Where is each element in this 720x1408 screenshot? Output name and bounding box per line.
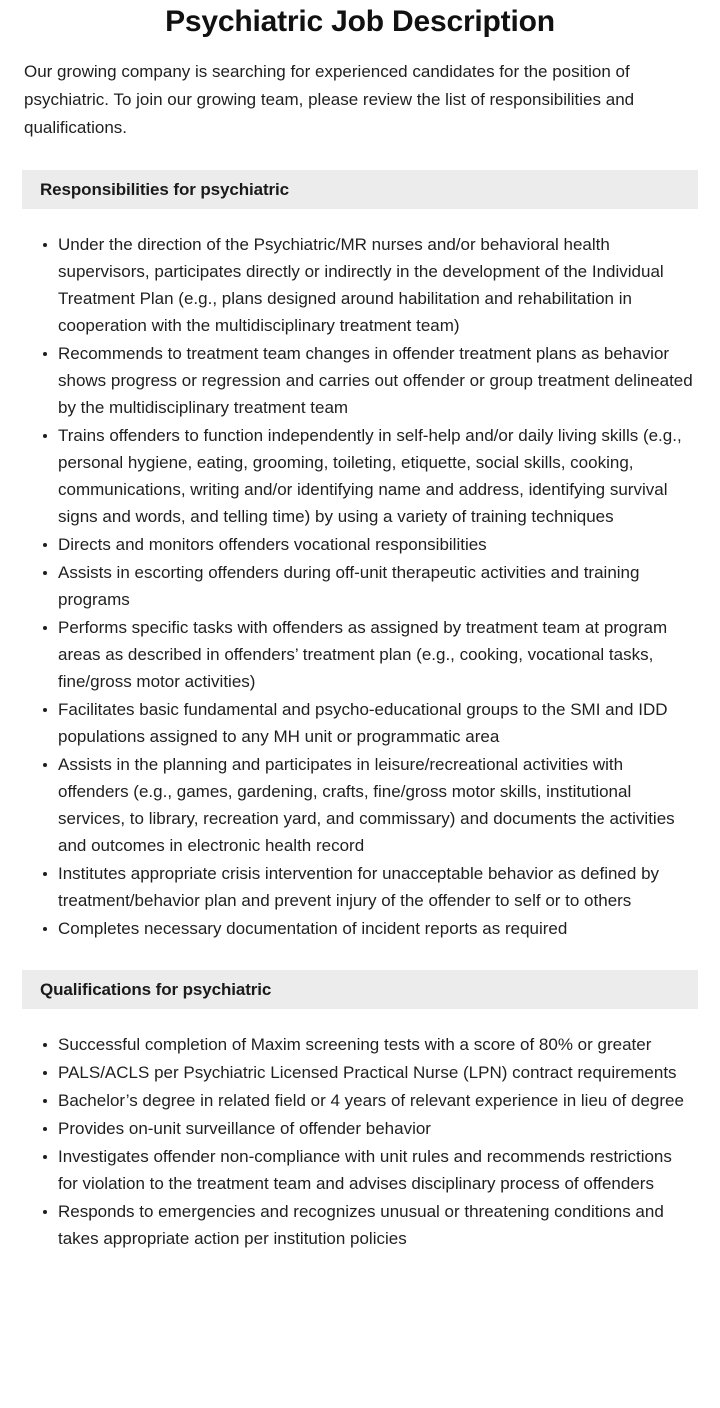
list-item: Under the direction of the Psychiatric/MR nurses and/or behavioral health supervisors, participates directly or indirectly in the development of the Individual Treatment Plan (e.g., plans designed around habilitation and rehabilitation in cooperation with the multidisciplinary treatment team): [22, 231, 698, 339]
list-item: Investigates offender non-compliance with unit rules and recommends restrictions for violation to the treatment team and advises disciplinary process of offenders: [22, 1143, 698, 1197]
section-qualifications: [22, 970, 698, 1252]
list-item: Trains offenders to function independently in self-help and/or daily living skills (e.g., personal hygiene, eating, grooming, toileting, etiquette, social skills, cooking, communications, writing and/or identifying name and address, identifying survival signs and words, and telling time) by using a variety of training techniques: [22, 422, 698, 530]
list-item: Directs and monitors offenders vocational responsibilities: [22, 531, 698, 558]
responsibilities-list: [22, 231, 698, 942]
list-item: Bachelor’s degree in related field or 4 years of relevant experience in lieu of degree: [22, 1087, 698, 1114]
section-header-qualifications: [22, 970, 698, 1009]
section-responsibilities: [22, 170, 698, 942]
section-heading-label: Responsibilities for psychiatric: [40, 179, 290, 199]
list-item: Successful completion of Maxim screening tests with a score of 80% or greater: [22, 1031, 698, 1058]
list-item: Responds to emergencies and recognizes unusual or threatening conditions and takes appropriate action per institution policies: [22, 1198, 698, 1252]
list-item: Assists in escorting offenders during off-unit therapeutic activities and training programs: [22, 559, 698, 613]
list-item: Provides on-unit surveillance of offender behavior: [22, 1115, 698, 1142]
section-heading-label: Qualifications for psychiatric: [40, 979, 272, 999]
intro-paragraph: Our growing company is searching for experienced candidates for the position of psychiatric. To join our growing team, please review the list of responsibilities and qualifications.: [24, 62, 635, 137]
list-item: PALS/ACLS per Psychiatric Licensed Practical Nurse (LPN) contract requirements: [22, 1059, 698, 1086]
list-item: Assists in the planning and participates in leisure/recreational activities with offenders (e.g., games, gardening, crafts, fine/gross motor skills, institutional services, to library, recreation yard, and commissary) and documents the activities and outcomes in electronic health record: [22, 751, 698, 859]
list-item: Completes necessary documentation of incident reports as required: [22, 915, 698, 942]
list-item: Recommends to treatment team changes in offender treatment plans as behavior shows progress or regression and carries out offender or group treatment delineated by the multidisciplinary treatment team: [22, 340, 698, 421]
list-item: Institutes appropriate crisis intervention for unacceptable behavior as defined by treatment/behavior plan and prevent injury of the offender to self or to others: [22, 860, 698, 914]
page-title: Psychiatric Job Description: [165, 5, 555, 38]
section-header-responsibilities: [22, 170, 698, 209]
qualifications-list: [22, 1031, 698, 1252]
list-item: Performs specific tasks with offenders as assigned by treatment team at program areas as described in offenders’ treatment plan (e.g., cooking, vocational tasks, fine/gross motor activities): [22, 614, 698, 695]
list-item: Facilitates basic fundamental and psycho-educational groups to the SMI and IDD populations assigned to any MH unit or programmatic area: [22, 696, 698, 750]
